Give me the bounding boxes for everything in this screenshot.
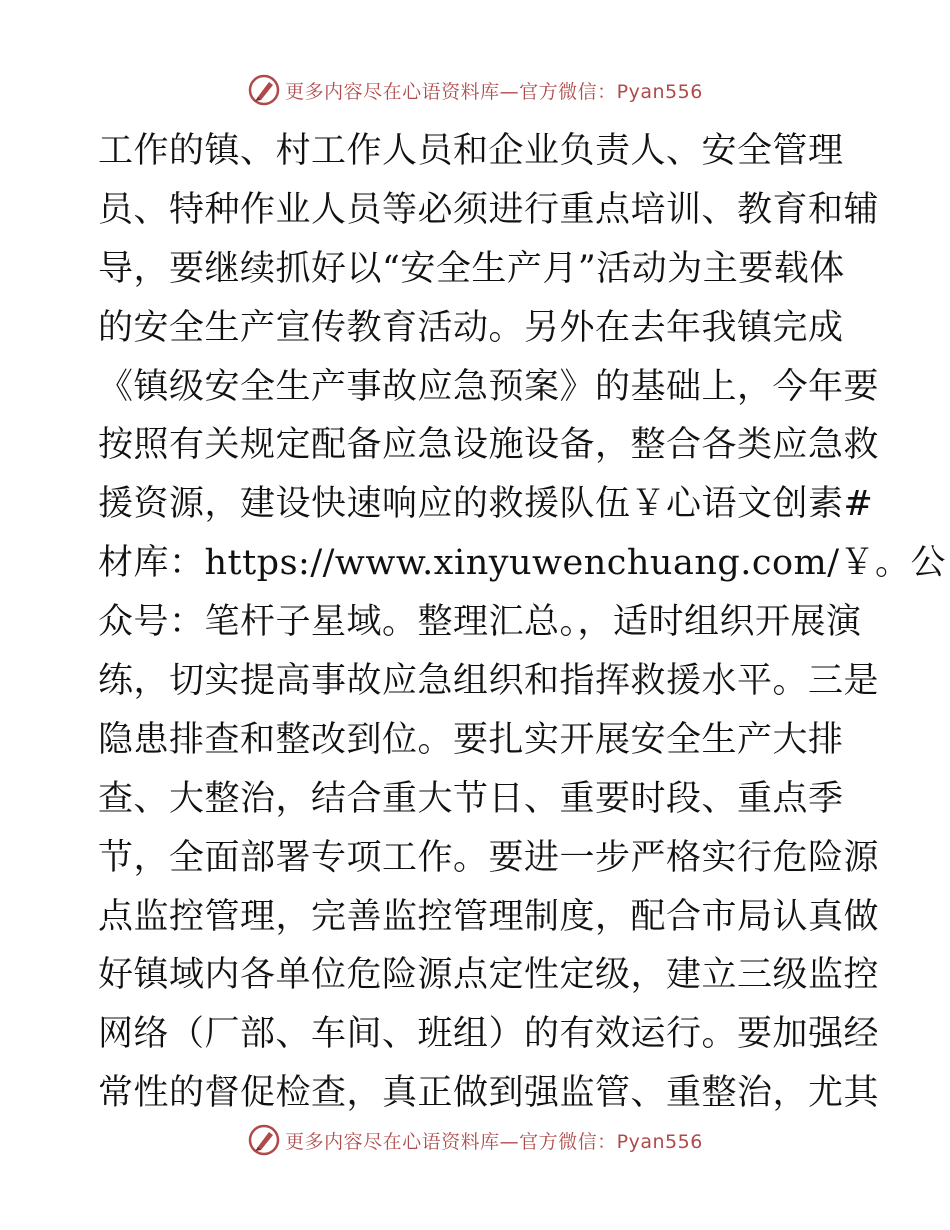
body-line: 按照有关规定配备应急设施设备，整合各类应急救 bbox=[98, 425, 880, 466]
body-line: 材库：https://www.xinyuwenchuang.com/￥。公 bbox=[98, 543, 947, 584]
header-text: 更多内容尽在心语资料库—官方微信：Pyan556 bbox=[285, 80, 703, 103]
body-line: 众号：笔杆子星域。整理汇总。，适时组织开展演 bbox=[98, 602, 862, 643]
body-line: 工作的镇、村工作人员和企业负责人、安全管理 bbox=[98, 131, 844, 171]
footer-text: 更多内容尽在心语资料库—官方微信：Pyan556 bbox=[285, 1130, 703, 1153]
document-body bbox=[98, 122, 947, 1123]
body-line: 练，切实提高事故应急组织和指挥救援水平。三是 bbox=[98, 661, 880, 702]
body-line: 节，全面部署专项工作。要进一步严格实行危险源 bbox=[98, 837, 880, 878]
body-line: 员、特种作业人员等必须进行重点培训、教育和辅 bbox=[98, 189, 880, 230]
body-line: 查、大整治，结合重大节日、重要时段、重点季 bbox=[98, 778, 844, 819]
body-line: 常性的督促检查，真正做到强监管、重整治，尤其 bbox=[98, 1073, 880, 1114]
body-line: 导，要继续抓好以“安全生产月”活动为主要载体 bbox=[98, 248, 845, 289]
body-line: 网络（厂部、车间、班组）的有效运行。要加强经 bbox=[98, 1014, 880, 1055]
pen-nib-logo-icon bbox=[247, 73, 281, 107]
pen-nib-logo-icon bbox=[247, 1123, 281, 1157]
body-line: 的安全生产宣传教育活动。另外在去年我镇完成 bbox=[98, 307, 844, 348]
page-header-banner bbox=[0, 70, 950, 110]
body-line: 点监控管理，完善监控管理制度，配合市局认真做 bbox=[98, 896, 880, 937]
page-footer-banner bbox=[0, 1120, 950, 1160]
body-line: 隐患排查和整改到位。要扎实开展安全生产大排 bbox=[98, 719, 844, 760]
body-line: 好镇域内各单位危险源点定性定级，建立三级监控 bbox=[98, 955, 880, 996]
body-line: 援资源，建设快速响应的救援队伍￥心语文创素# bbox=[98, 484, 874, 525]
body-line: 《镇级安全生产事故应急预案》的基础上，今年要 bbox=[98, 366, 880, 407]
